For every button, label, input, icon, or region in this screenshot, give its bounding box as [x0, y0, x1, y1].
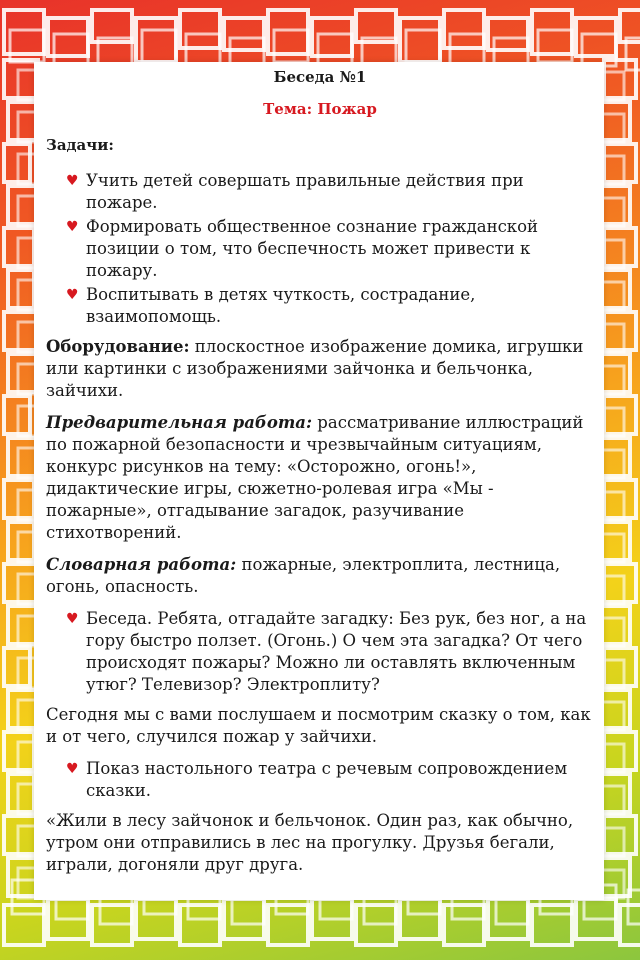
equipment-paragraph — [46, 336, 594, 402]
list-item — [66, 608, 594, 696]
frame-square — [10, 30, 44, 62]
vocabulary-paragraph — [46, 554, 594, 598]
frame-square — [604, 816, 636, 854]
frame-square — [604, 396, 636, 434]
frame-square — [604, 564, 636, 602]
frame-square — [604, 648, 636, 686]
frame-square — [268, 905, 308, 945]
heart-icon: ♥ — [66, 761, 79, 777]
frame-square — [532, 905, 572, 945]
today-paragraph: Сегодня мы с вами послушаем и посмотрим сказку о том, как и от чего, случился пожар у зайчихи. — [46, 705, 591, 746]
frame-square — [488, 899, 528, 939]
frame-square — [538, 30, 572, 62]
task-text: Формировать общественное сознание гражданской позиции о том, что беспечность может привести к пожару. — [86, 217, 539, 280]
tasks-heading: Задачи: — [46, 136, 114, 154]
vocabulary-text: пожарные, электроплита, лестница, огонь, опасность. — [46, 555, 561, 596]
frame-square — [8, 522, 34, 560]
frame-square — [136, 899, 176, 939]
list-item — [66, 216, 594, 282]
frame-square — [8, 270, 34, 308]
frame-square — [180, 905, 220, 945]
frame-square — [274, 30, 308, 62]
list-item — [66, 170, 594, 214]
frame-square — [4, 564, 38, 602]
heart-icon: ♥ — [66, 611, 79, 627]
frame-square — [604, 480, 636, 518]
frame-square — [224, 899, 264, 939]
conversation-list — [46, 608, 594, 696]
list-item — [66, 758, 594, 802]
tasks-list — [46, 170, 594, 328]
preliminary-label: Предварительная работа: — [46, 413, 313, 432]
frame-square — [444, 905, 484, 945]
frame-square — [604, 312, 636, 350]
heart-icon: ♥ — [66, 287, 79, 303]
frame-square — [400, 899, 440, 939]
document-sheet — [34, 62, 604, 900]
task-text: Воспитывать в детях чуткость, сострадание, взаимопомощь. — [86, 285, 476, 326]
equipment-label: Оборудование: — [46, 337, 190, 356]
frame-square — [604, 144, 636, 182]
frame-square — [4, 60, 38, 98]
document-title: Беседа №1 — [273, 68, 367, 86]
theatre-list — [46, 758, 594, 802]
theatre-text: Показ настольного театра с речевым сопровождением сказки. — [86, 759, 568, 800]
preliminary-paragraph — [46, 412, 594, 544]
document-topic: Тема: Пожар — [263, 100, 377, 118]
equipment-text: плоскостное изображение домика, игрушки или картинки с изображениями зайчонка и бельчонка, зайчихи. — [46, 337, 584, 400]
list-item — [66, 284, 594, 328]
conversation-text: Беседа. Ребята, отгадайте загадку: Без рук, без ног, а на гору быстро ползет. (Огонь.) О чем эта загадка? От чего происходят пожары? Можно ли оставлять включенным утюг? Телевизор? Электроплиту? — [86, 609, 587, 694]
frame-square — [406, 30, 440, 62]
vocabulary-label: Словарная работа: — [46, 555, 237, 574]
frame-square — [4, 905, 44, 945]
frame-square — [142, 30, 176, 62]
frame-square — [604, 228, 636, 266]
preliminary-text: рассматривание иллюстраций по пожарной безопасности и чрезвычайным ситуациям, конкурс рисунков на тему: «Осторожно, огонь!», дидактические игры, сюжетно-ролевая игра «Мы - пожарные», отгадывание загадок, разучивание стихотворений. — [46, 413, 584, 542]
story-paragraph: «Жили в лесу зайчонок и бельчонок. Один раз, как обычно, утром они отправились в лес на прогулку. Друзья бегали, играли, догоняли друг друга. — [46, 811, 574, 874]
frame-square — [8, 774, 34, 812]
heart-icon: ♥ — [66, 173, 79, 189]
task-text: Учить детей совершать правильные действия при пожаре. — [86, 171, 524, 212]
frame-square — [4, 312, 38, 350]
heart-icon: ♥ — [66, 219, 79, 235]
frame-square — [4, 816, 38, 854]
frame-square — [604, 732, 636, 770]
